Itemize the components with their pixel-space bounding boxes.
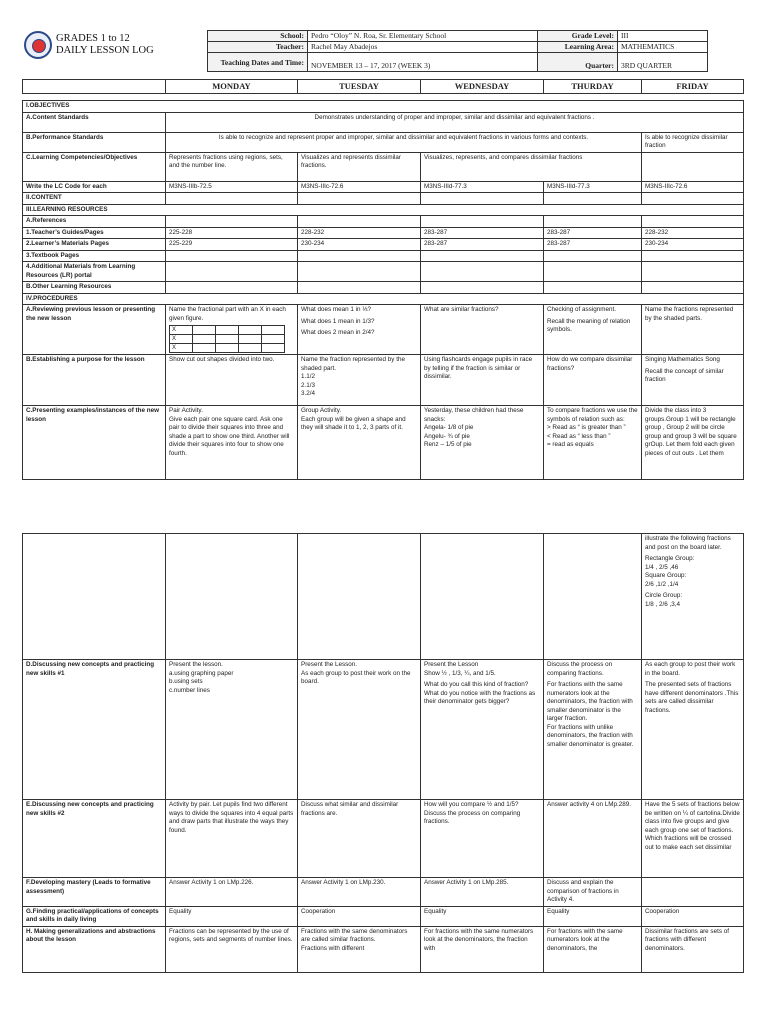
purpose-thu: How do we compare dissimilar fractions? (544, 355, 642, 406)
discussing1-tue-line: As each group to post their work on the board. (301, 669, 411, 685)
presenting-wed-line: Yesterday, these children had these snacks: (424, 407, 524, 423)
reviewing-tue-line: What does mean 1 in ⅓? (301, 306, 372, 313)
mastery-wed: Answer Activity 1 on LMp.285. (421, 878, 544, 907)
day-friday: FRIDAY (642, 80, 744, 94)
competencies-mon: Represents fractions using regions, sets, and the number line. (166, 152, 298, 181)
school-value: Pedro “Oloy” N. Roa, Sr. Elementary School (308, 31, 538, 42)
discussing2-label: E.Discussing new concepts and practicing new skills #2 (23, 800, 166, 878)
grade-value: III (618, 31, 708, 42)
dates-label: Teaching Dates and Time: (208, 53, 308, 72)
mastery-label: F.Developing mastery (Leads to formative assessment) (23, 878, 166, 907)
presenting-tue-line: Group Activity. (301, 407, 342, 415)
mastery-tue: Answer Activity 1 on LMp.230. (298, 878, 421, 907)
discussing1-thu (544, 660, 642, 800)
reviewing-fri: Name the fractions represented by the shaded parts. (642, 305, 744, 355)
presenting-wed-line: Renz – 1/5 of pie (424, 441, 472, 449)
discussing2-wed-line: Discuss the process on comparing fractions. (424, 809, 521, 825)
tg-thu: 283-287 (544, 227, 642, 239)
presenting-tue (298, 406, 421, 480)
presenting-tue-line: Each group will be given a shape and they will shade it to 1, 2, 3 parts of it. (301, 415, 406, 432)
cont-fri-line: illustrate the following fractions and post on the board later. (645, 535, 731, 551)
lm-fri: 230-234 (642, 239, 744, 251)
textbook-label: 3.Textbook Pages (23, 250, 166, 262)
mastery-thu: Discuss and explain the comparison of fractions in Activity 4. (544, 878, 642, 907)
lesson-log-table-page1 (22, 100, 744, 480)
cont-fri-line: Rectangle Group: (645, 555, 695, 562)
lc-code-label: Write the LC Code for each (23, 181, 166, 193)
performance-standards-fri: Is able to recognize dissimilar fraction (642, 132, 744, 152)
competencies-tue: Visualizes and represents dissimilar fractions. (298, 152, 421, 181)
presenting-mon-line: Pair Activity. (169, 407, 203, 415)
purpose-fri-line: Singing Mathematics Song (645, 356, 720, 364)
discussing1-wed-line: What do you call this kind of fraction? (424, 681, 529, 688)
discussing2-thu: Answer activity 4 on LMp.289. (544, 800, 642, 878)
purpose-mon: Show cut out shapes divided into two. (166, 355, 298, 406)
practical-thu: Equality (544, 906, 642, 926)
practical-tue: Cooperation (298, 906, 421, 926)
reviewing-tue (298, 305, 421, 355)
practical-label: G.Finding practical/applications of concepts and skills in daily living (23, 906, 166, 926)
presenting-mon-line: Give each pair one square card. Ask one pair to divide their squares into three and shade a part to show one third. Another will divide their squares into four to show one fourth. (169, 415, 290, 457)
reviewing-wed: What are similar fractions? (421, 305, 544, 355)
generalizations-mon: Fractions can be represented by the use of regions, sets and segments of number lines. (166, 926, 298, 972)
discussing1-fri-line: As each group to post their work in the board. (645, 661, 736, 677)
generalizations-tue-line: Fractions with the same denominators are called similar fractions. (301, 927, 408, 943)
practical-fri: Cooperation (642, 906, 744, 926)
generalizations-wed: For fractions with the same numerators look at the denominators, the fraction with (421, 926, 544, 972)
figure-cell-mark: X (170, 344, 193, 353)
mastery-fri (642, 878, 744, 907)
figure-cell-mark: X (170, 326, 193, 335)
reviewing-thu (544, 305, 642, 355)
presenting-wed (421, 406, 544, 480)
content-standards-text: Demonstrates understanding of proper and improper, similar and dissimilar and equivalent fractions . (166, 112, 744, 132)
reviewing-mon (166, 305, 298, 355)
presenting-mon (166, 406, 298, 480)
purpose-fri-line: Recall the concept of similar fraction (645, 367, 724, 384)
title-line-2: DAILY LESSON LOG (56, 45, 154, 56)
practical-mon: Equality (166, 906, 298, 926)
purpose-tue-line: 1.1/2 (301, 373, 316, 381)
generalizations-fri: Dissimilar fractions are sets of fractions with different denominators. (642, 926, 744, 972)
reviewing-tue-line: What does 1 mean in 1/3? (301, 317, 375, 325)
content-heading: II.CONTENT (23, 193, 166, 205)
discussing1-mon-line: c.number lines (169, 686, 210, 694)
figure-cell-mark: X (170, 335, 193, 344)
presenting-thu-line: To compare fractions we use the symbols of relation such as: (547, 407, 638, 423)
discussing1-mon-line: a.using graphing paper (169, 669, 234, 677)
deped-seal-icon (24, 31, 52, 59)
discussing1-thu-line: Discuss the process on comparing fractions. (547, 661, 613, 677)
tg-label: 1.Teacher’s Guides/Pages (23, 227, 166, 239)
discussing1-thu-line: For fractions with the same numerators look at the denominators, the fraction with smaller denominator is the larger fraction. (547, 681, 633, 722)
dates-value: NOVEMBER 13 – 17, 2017 (WEEK 3) (308, 53, 538, 72)
purpose-label: B.Establishing a purpose for the lesson (23, 355, 166, 406)
discussing1-mon (166, 660, 298, 800)
objectives-heading: I.OBJECTIVES (23, 101, 744, 113)
school-label: School: (208, 31, 308, 42)
other-resources-label: B.Other Learning Resources (23, 282, 166, 294)
learning-resources-heading: III.LEARNING RESOURCES (23, 204, 744, 216)
presenting-thu (544, 406, 642, 480)
lm-wed: 283-287 (421, 239, 544, 251)
reviewing-tue-line: What does 2 mean in 2/4? (301, 329, 375, 336)
fraction-figure-table (169, 325, 285, 353)
lc-code-wed: M3NS-IIId-77.3 (421, 181, 544, 193)
content-standards-label: A.Content Standards (23, 112, 166, 132)
cont-fri-line: 2/6 ,1/2 ,1/4 (645, 580, 679, 588)
day-tuesday: TUESDAY (298, 80, 421, 94)
performance-standards-text: Is able to recognize and represent proper and improper, similar and dissimilar and equivalent fractions in various forms and contexts. (166, 132, 642, 152)
purpose-wed: Using flashcards engage pupils in race by telling if the fraction is similar or dissimilar. (421, 355, 544, 406)
area-label: Learning Area: (538, 42, 618, 53)
day-header-blank (23, 80, 166, 94)
tg-fri: 228-232 (642, 227, 744, 239)
discussing1-fri-line: The presented sets of fractions have different denominators .This sets are called dissimilar fractions. (645, 681, 739, 714)
lc-code-mon: M3NS-IIIb-72.5 (166, 181, 298, 193)
presenting-wed-line: Angelu- ¾ of pie (424, 432, 470, 440)
day-wednesday: WEDNESDAY (421, 80, 544, 94)
additional-materials-label: 4.Additional Materials from Learning Resources (LR) portal (23, 262, 166, 282)
presenting-fri: Divide the class into 3 groups.Group 1 will be rectangle group , Group 2 will be circle group and group 3 will be square grOup. Let them fold each given pieces of cut outs . Let them (642, 406, 744, 480)
day-monday: MONDAY (166, 80, 298, 94)
references-heading: A.References (23, 216, 166, 228)
purpose-tue-line: 3.2/4 (301, 390, 316, 398)
lc-code-thu: M3NS-IIId-77.3 (544, 181, 642, 193)
title-line-1: GRADES 1 to 12 (56, 33, 130, 44)
tg-mon: 225-228 (166, 227, 298, 239)
tg-wed: 283-287 (421, 227, 544, 239)
discussing2-wed-line: How will you compare ½ and 1/5? (424, 801, 519, 808)
presenting-thu-line: > Read as “ is greater than ” (547, 424, 626, 432)
lm-tue: 230-234 (298, 239, 421, 251)
lm-thu: 283-287 (544, 239, 642, 251)
cont-fri-line: Square Group: (645, 572, 687, 579)
presenting-fri-continued (642, 534, 744, 660)
lm-label: 2.Learner’s Materials Pages (23, 239, 166, 251)
day-thursday: THURDAY (544, 80, 642, 94)
discussing2-tue: Discuss what similar and dissimilar fractions are. (298, 800, 421, 878)
day-header-table (22, 79, 744, 94)
cont-fri-line: 1/8 , 2/6 ,3,4 (645, 600, 681, 608)
presenting-thu-line: = read as equals (547, 441, 594, 449)
reviewing-thu-line: Recall the meaning of relation symbols. (547, 317, 631, 333)
purpose-fri (642, 355, 744, 406)
generalizations-tue-line: Fractions with different (301, 944, 365, 952)
purpose-tue (298, 355, 421, 406)
purpose-tue-line: 2.1/3 (301, 381, 316, 389)
generalizations-thu: For fractions with the same numerators look at the denominators, the (544, 926, 642, 972)
reviewing-label: A.Reviewing previous lesson or presenting the new lesson (23, 305, 166, 355)
lc-code-tue: M3NS-IIIc-72.6 (298, 181, 421, 193)
discussing1-wed (421, 660, 544, 800)
generalizations-tue (298, 926, 421, 972)
discussing1-wed-line: What do you notice with the fractions as their denominator gets bigger? (424, 689, 536, 705)
competencies-fri (642, 152, 744, 181)
lm-mon: 225-229 (166, 239, 298, 251)
competencies-label: C.Learning Competencies/Objectives (23, 152, 166, 181)
presenting-wed-line: Angela- 1/8 of pie (424, 424, 474, 432)
quarter-value: 3RD QUARTER (618, 53, 708, 72)
procedures-heading: IV.PROCEDURES (23, 293, 744, 305)
quarter-label: Quarter: (538, 53, 618, 72)
competencies-wed-thu: Visualizes, represents, and compares dissimilar fractions (421, 152, 642, 181)
purpose-tue-line: Name the fraction represented by the shaded part. (301, 356, 405, 372)
discussing1-tue-line: Present the Lesson. (301, 661, 358, 668)
discussing1-label: D.Discussing new concepts and practicing new skills #1 (23, 660, 166, 800)
presenting-thu-line: < Read as “ less than ” (547, 432, 611, 440)
lesson-log-table-page2 (22, 533, 744, 973)
performance-standards-label: B.Performance Standards (23, 132, 166, 152)
discussing1-tue (298, 660, 421, 800)
mastery-mon: Answer Activity 1 on LMp.226. (166, 878, 298, 907)
document-title (56, 33, 154, 57)
header-info-table (207, 30, 708, 72)
cont-fri-line: Circle Group: (645, 592, 683, 599)
practical-wed: Equality (421, 906, 544, 926)
discussing1-thu-line: For fractions with unlike denominators, the fraction with smaller denominator is greater. (547, 723, 634, 748)
tg-tue: 228-232 (298, 227, 421, 239)
teacher-label: Teacher: (208, 42, 308, 53)
discussing1-mon-line: b.using sets (169, 678, 203, 685)
discussing2-mon: Activity by pair. Let pupils find two different ways to divide the squares into 4 equal parts and draw parts that illustrate the ways they found. (166, 800, 298, 878)
area-value: MATHEMATICS (618, 42, 708, 53)
grade-label: Grade Level: (538, 31, 618, 42)
teacher-value: Rachel May Abadejos (308, 42, 538, 53)
discussing1-mon-line: Present the lesson. (169, 661, 223, 668)
cont-fri-line: 1/4 , 2/5 ,46 (645, 563, 679, 571)
discussing1-wed-line: Present the Lesson (424, 661, 479, 668)
discussing1-wed-line: Show ½ , 1/3, ¼, and 1/5. (424, 669, 496, 677)
generalizations-label: H. Making generalizations and abstractions about the lesson (23, 926, 166, 972)
lc-code-fri: M3NS-IIIc-72.6 (642, 181, 744, 193)
discussing2-wed (421, 800, 544, 878)
reviewing-thu-line: Checking of assignment. (547, 306, 616, 313)
discussing2-fri: Have the 5 sets of fractions below be written on ¼ of cartolina.Divide class into five groups and give each group one set of fractions. Which fractions will be crossed out to make each set dissimilar (642, 800, 744, 878)
presenting-label: C.Presenting examples/instances of the new lesson (23, 406, 166, 480)
reviewing-mon-text: Name the fractional part with an X in each given figure. (169, 306, 286, 322)
discussing1-fri (642, 660, 744, 800)
